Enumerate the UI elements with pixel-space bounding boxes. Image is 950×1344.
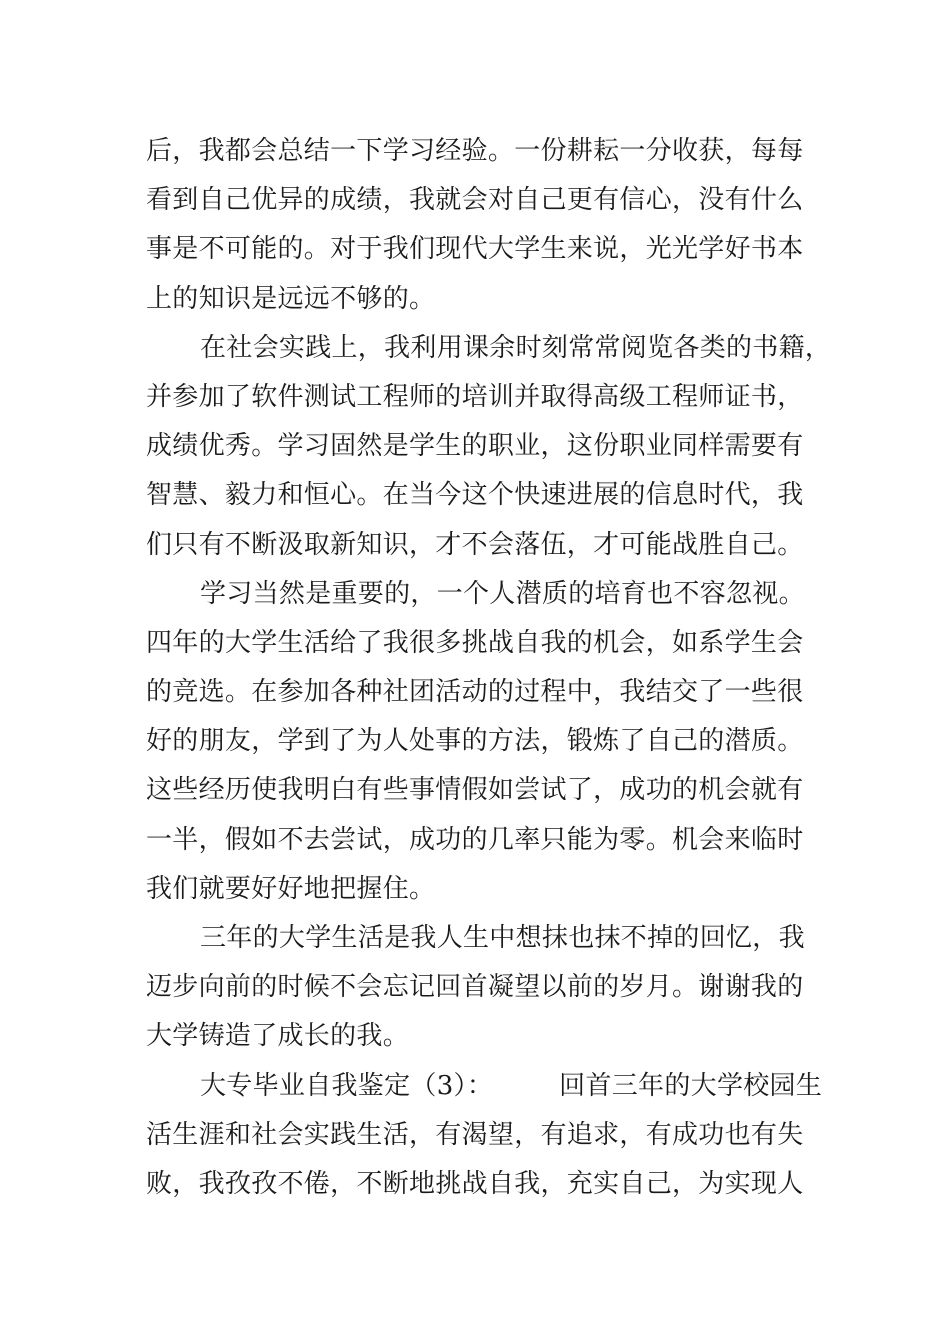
text-line: 大学铸造了成长的我。 <box>146 1021 410 1052</box>
text-line: 迈步向前的时候不会忘记回首凝望以前的岁月。谢谢我的 <box>146 972 804 1003</box>
section-heading: 大专毕业自我鉴定（3）： <box>200 1070 494 1101</box>
text-line: 事是不可能的。对于我们现代大学生来说，光光学好书本 <box>146 234 804 265</box>
text-line: 看到自己优异的成绩，我就会对自己更有信心，没有什么 <box>146 185 804 216</box>
text-line <box>146 1062 823 1111</box>
document-body <box>146 127 832 1209</box>
text-line: 这些经历使我明白有些事情假如尝试了，成功的机会就有 <box>146 775 804 806</box>
paragraph-2 <box>146 324 832 570</box>
paragraph-1 <box>146 127 816 324</box>
text-line: 败，我孜孜不倦，不断地挑战自我，充实自己，为实现人 <box>146 1168 804 1199</box>
text-line: 我们就要好好地把握住。 <box>146 873 436 904</box>
paragraph-4 <box>146 914 816 1062</box>
paragraph-5 <box>146 1062 823 1210</box>
text-line: 成绩优秀。学习固然是学生的职业，这份职业同样需要有 <box>146 431 804 462</box>
text-line: 活生涯和社会实践生活，有渴望，有追求，有成功也有失 <box>146 1119 804 1150</box>
text-line: 三年的大学生活是我人生中想抹也抹不掉的回忆，我 <box>200 923 805 953</box>
text-line: 并参加了软件测试工程师的培训并取得高级工程师证书， <box>146 381 804 412</box>
text-line: 四年的大学生活给了我很多挑战自我的机会，如系学生会 <box>146 627 804 658</box>
text-line: 在社会实践上，我利用课余时刻常常阅览各类的书籍， <box>200 332 832 363</box>
text-line: 好的朋友，学到了为人处事的方法，锻炼了自己的潜质。 <box>146 726 804 757</box>
text-line: 智慧、毅力和恒心。在当今这个快速进展的信息时代，我 <box>146 480 804 511</box>
text-line: 后，我都会总结一下学习经验。一份耕耘一分收获，每每 <box>146 136 804 166</box>
section-first-line: 回首三年的大学校园生 <box>559 1070 823 1101</box>
text-line: 学习当然是重要的，一个人潜质的培育也不容忽视。 <box>200 578 805 609</box>
text-line: 一半，假如不去尝试，成功的几率只能为零。机会来临时 <box>146 824 804 855</box>
text-line: 上的知识是远远不够的。 <box>146 283 436 314</box>
paragraph-3 <box>146 570 816 914</box>
text-line: 的竞选。在参加各种社团活动的过程中，我结交了一些很 <box>146 677 804 708</box>
text-line: 们只有不断汲取新知识，才不会落伍，才可能战胜自己。 <box>146 529 804 560</box>
